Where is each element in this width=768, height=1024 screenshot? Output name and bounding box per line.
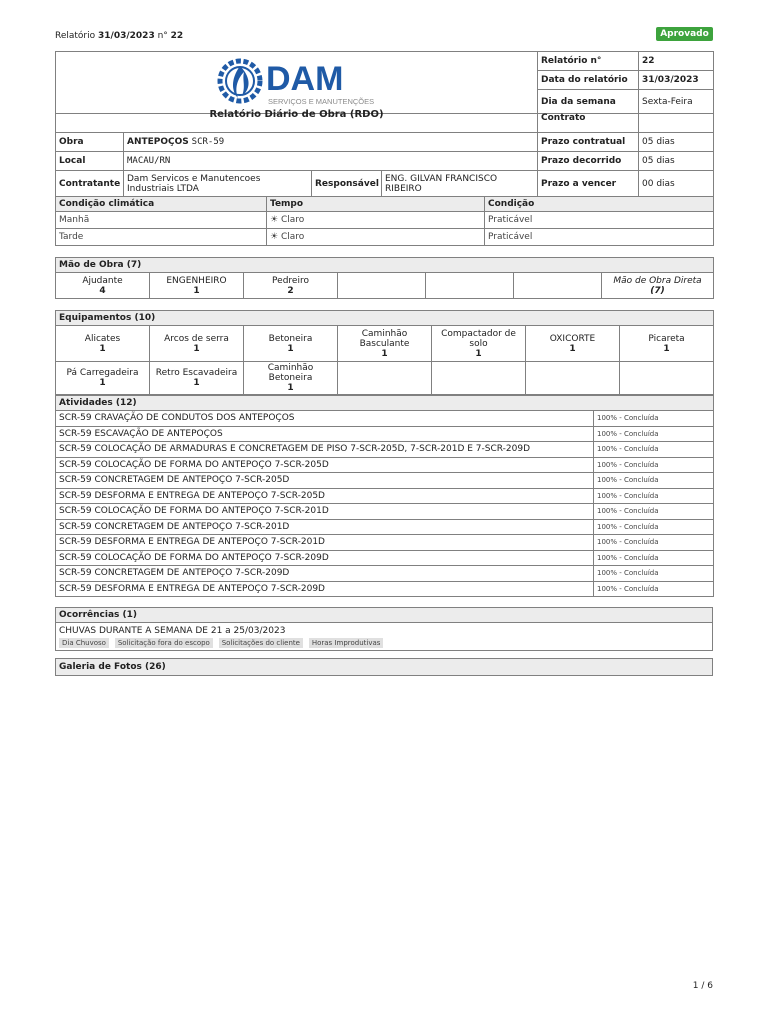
report-date: 31/03/2023 <box>98 31 155 41</box>
condicao-manha: Praticável <box>485 212 714 229</box>
contratante-value: Dam Servicos e Manutencoes Industriais LTDA <box>124 171 312 198</box>
equipment-item: Retro Escavadeira 1 <box>150 362 244 395</box>
tag: Horas Improdutivas <box>309 638 384 648</box>
period-tarde: Tarde <box>56 229 267 246</box>
prazo-contratual-label: Prazo contratual <box>538 133 639 152</box>
contract-value <box>639 114 714 133</box>
tag: Solicitações do cliente <box>219 638 303 648</box>
logo-cell <box>56 52 538 120</box>
report-heading: Relatório 31/03/2023 n° 22 <box>55 31 184 41</box>
equipment-item: Caminhão Basculante 1 <box>338 326 432 362</box>
date-value: 31/03/2023 <box>639 71 714 90</box>
ocorrencias-section <box>55 607 713 651</box>
obra-label: Obra <box>56 133 124 152</box>
local-value: MACAU/RN <box>124 152 538 171</box>
table-row: SCR-59 COLOCAÇÃO DE FORMA DO ANTEPOÇO 7-SCR-201D 100% - Concluída <box>56 504 714 520</box>
report-no-label: Relatório n° <box>538 52 639 71</box>
tag: Solicitação fora do escopo <box>115 638 213 648</box>
ocorrencias-title: Ocorrências (1) <box>56 608 713 623</box>
ocorrencia-text: CHUVAS DURANTE A SEMANA DE 21 a 25/03/2023 <box>59 625 286 636</box>
table-row: SCR-59 CONCRETAGEM DE ANTEPOÇO 7-SCR-201D 100% - Concluída <box>56 519 714 535</box>
worker-ajudante: Ajudante 4 <box>56 273 150 299</box>
clima-header: Condição climática <box>56 197 267 212</box>
equipment-item: Betoneira 1 <box>244 326 338 362</box>
table-row: SCR-59 DESFORMA E ENTREGA DE ANTEPOÇO 7-SCR-205D 100% - Concluída <box>56 488 714 504</box>
mao-de-obra-section <box>55 257 713 299</box>
equipment-item: Compactador de solo 1 <box>432 326 526 362</box>
worker-engenheiro: ENGENHEIRO 1 <box>150 273 244 299</box>
report-header <box>55 51 713 198</box>
worker-pedreiro: Pedreiro 2 <box>244 273 338 299</box>
table-row: SCR-59 CONCRETAGEM DE ANTEPOÇO 7-SCR-205D 100% - Concluída <box>56 473 714 489</box>
sun-icon: ☀ <box>270 232 279 242</box>
report-number: 22 <box>170 31 184 41</box>
condicao-tarde: Praticável <box>485 229 714 246</box>
galeria-section <box>55 658 713 676</box>
table-row: SCR-59 DESFORMA E ENTREGA DE ANTEPOÇO 7-SCR-209D 100% - Concluída <box>56 581 714 597</box>
prazo-contratual-value: 05 dias <box>639 133 714 152</box>
sun-icon: ☀ <box>270 215 279 225</box>
atividades-section <box>55 395 713 597</box>
table-row: SCR-59 COLOCAÇÃO DE ARMADURAS E CONCRETAGEM DE PISO 7-SCR-205D, 7-SCR-201D E 7-SCR-209D 100% - Concluída <box>56 442 714 458</box>
equipment-item: Pá Carregadeira 1 <box>56 362 150 395</box>
period-manha: Manhã <box>56 212 267 229</box>
equipment-item: Alicates 1 <box>56 326 150 362</box>
responsavel-value: ENG. GILVAN FRANCISCO RIBEIRO <box>382 171 538 198</box>
table-row: SCR-59 COLOCAÇÃO DE FORMA DO ANTEPOÇO 7-SCR-205D 100% - Concluída <box>56 457 714 473</box>
report-no-value: 22 <box>639 52 714 71</box>
equipment-item: Arcos de serra 1 <box>150 326 244 362</box>
contratante-label: Contratante <box>56 171 124 198</box>
mao-de-obra-title: Mão de Obra (7) <box>56 258 714 273</box>
table-row: SCR-59 CONCRETAGEM DE ANTEPOÇO 7-SCR-209D 100% - Concluída <box>56 566 714 582</box>
prazo-vencer-value: 00 dias <box>639 171 714 198</box>
mao-de-obra-direta: Mão de Obra Direta (7) <box>602 273 714 299</box>
logo-tagline: SERVIÇOS E MANUTENÇÕES <box>268 97 375 106</box>
clima-section <box>55 196 713 246</box>
responsavel-label: Responsável <box>312 171 382 198</box>
rdo-title: Relatório Diário de Obra (RDO) <box>209 109 384 120</box>
equipment-item: Picareta 1 <box>620 326 714 362</box>
prazo-vencer-label: Prazo a vencer <box>538 171 639 198</box>
date-label: Data do relatório <box>538 71 639 90</box>
table-row: SCR-59 COLOCAÇÃO DE FORMA DO ANTEPOÇO 7-SCR-209D 100% - Concluída <box>56 550 714 566</box>
table-row: SCR-59 CRAVAÇÃO DE CONDUTOS DOS ANTEPOÇOS 100% - Concluída <box>56 411 714 427</box>
local-label: Local <box>56 152 124 171</box>
condicao-header: Condição <box>485 197 714 212</box>
equipment-item: Caminhão Betoneira 1 <box>244 362 338 395</box>
table-row: SCR-59 DESFORMA E ENTREGA DE ANTEPOÇO 7-SCR-201D 100% - Concluída <box>56 535 714 551</box>
table-row: SCR-59 ESCAVAÇÃO DE ANTEPOÇOS 100% - Concluída <box>56 426 714 442</box>
equipamentos-section <box>55 310 713 395</box>
tag: Dia Chuvoso <box>59 638 109 648</box>
galeria-title: Galeria de Fotos (26) <box>56 659 713 676</box>
contract-label: Contrato <box>538 114 639 133</box>
tempo-tarde: ☀ Claro <box>267 229 485 246</box>
dam-logo <box>216 54 386 110</box>
ocorrencia-item <box>56 623 713 651</box>
obra-value: ANTEPOÇOS SCR-59 <box>124 133 538 152</box>
equipamentos-title: Equipamentos (10) <box>56 311 714 326</box>
page-indicator: 1 / 6 <box>692 981 713 991</box>
prazo-decorrido-value: 05 dias <box>639 152 714 171</box>
equipment-item: OXICORTE 1 <box>526 326 620 362</box>
logo-brand: DAM <box>266 60 344 98</box>
tempo-header: Tempo <box>267 197 485 212</box>
weekday-value: Sexta-Feira <box>639 90 714 114</box>
weekday-label: Dia da semana <box>538 90 639 114</box>
atividades-title: Atividades (12) <box>56 396 714 411</box>
status-badge: Aprovado <box>656 27 713 41</box>
prazo-decorrido-label: Prazo decorrido <box>538 152 639 171</box>
tempo-manha: ☀ Claro <box>267 212 485 229</box>
